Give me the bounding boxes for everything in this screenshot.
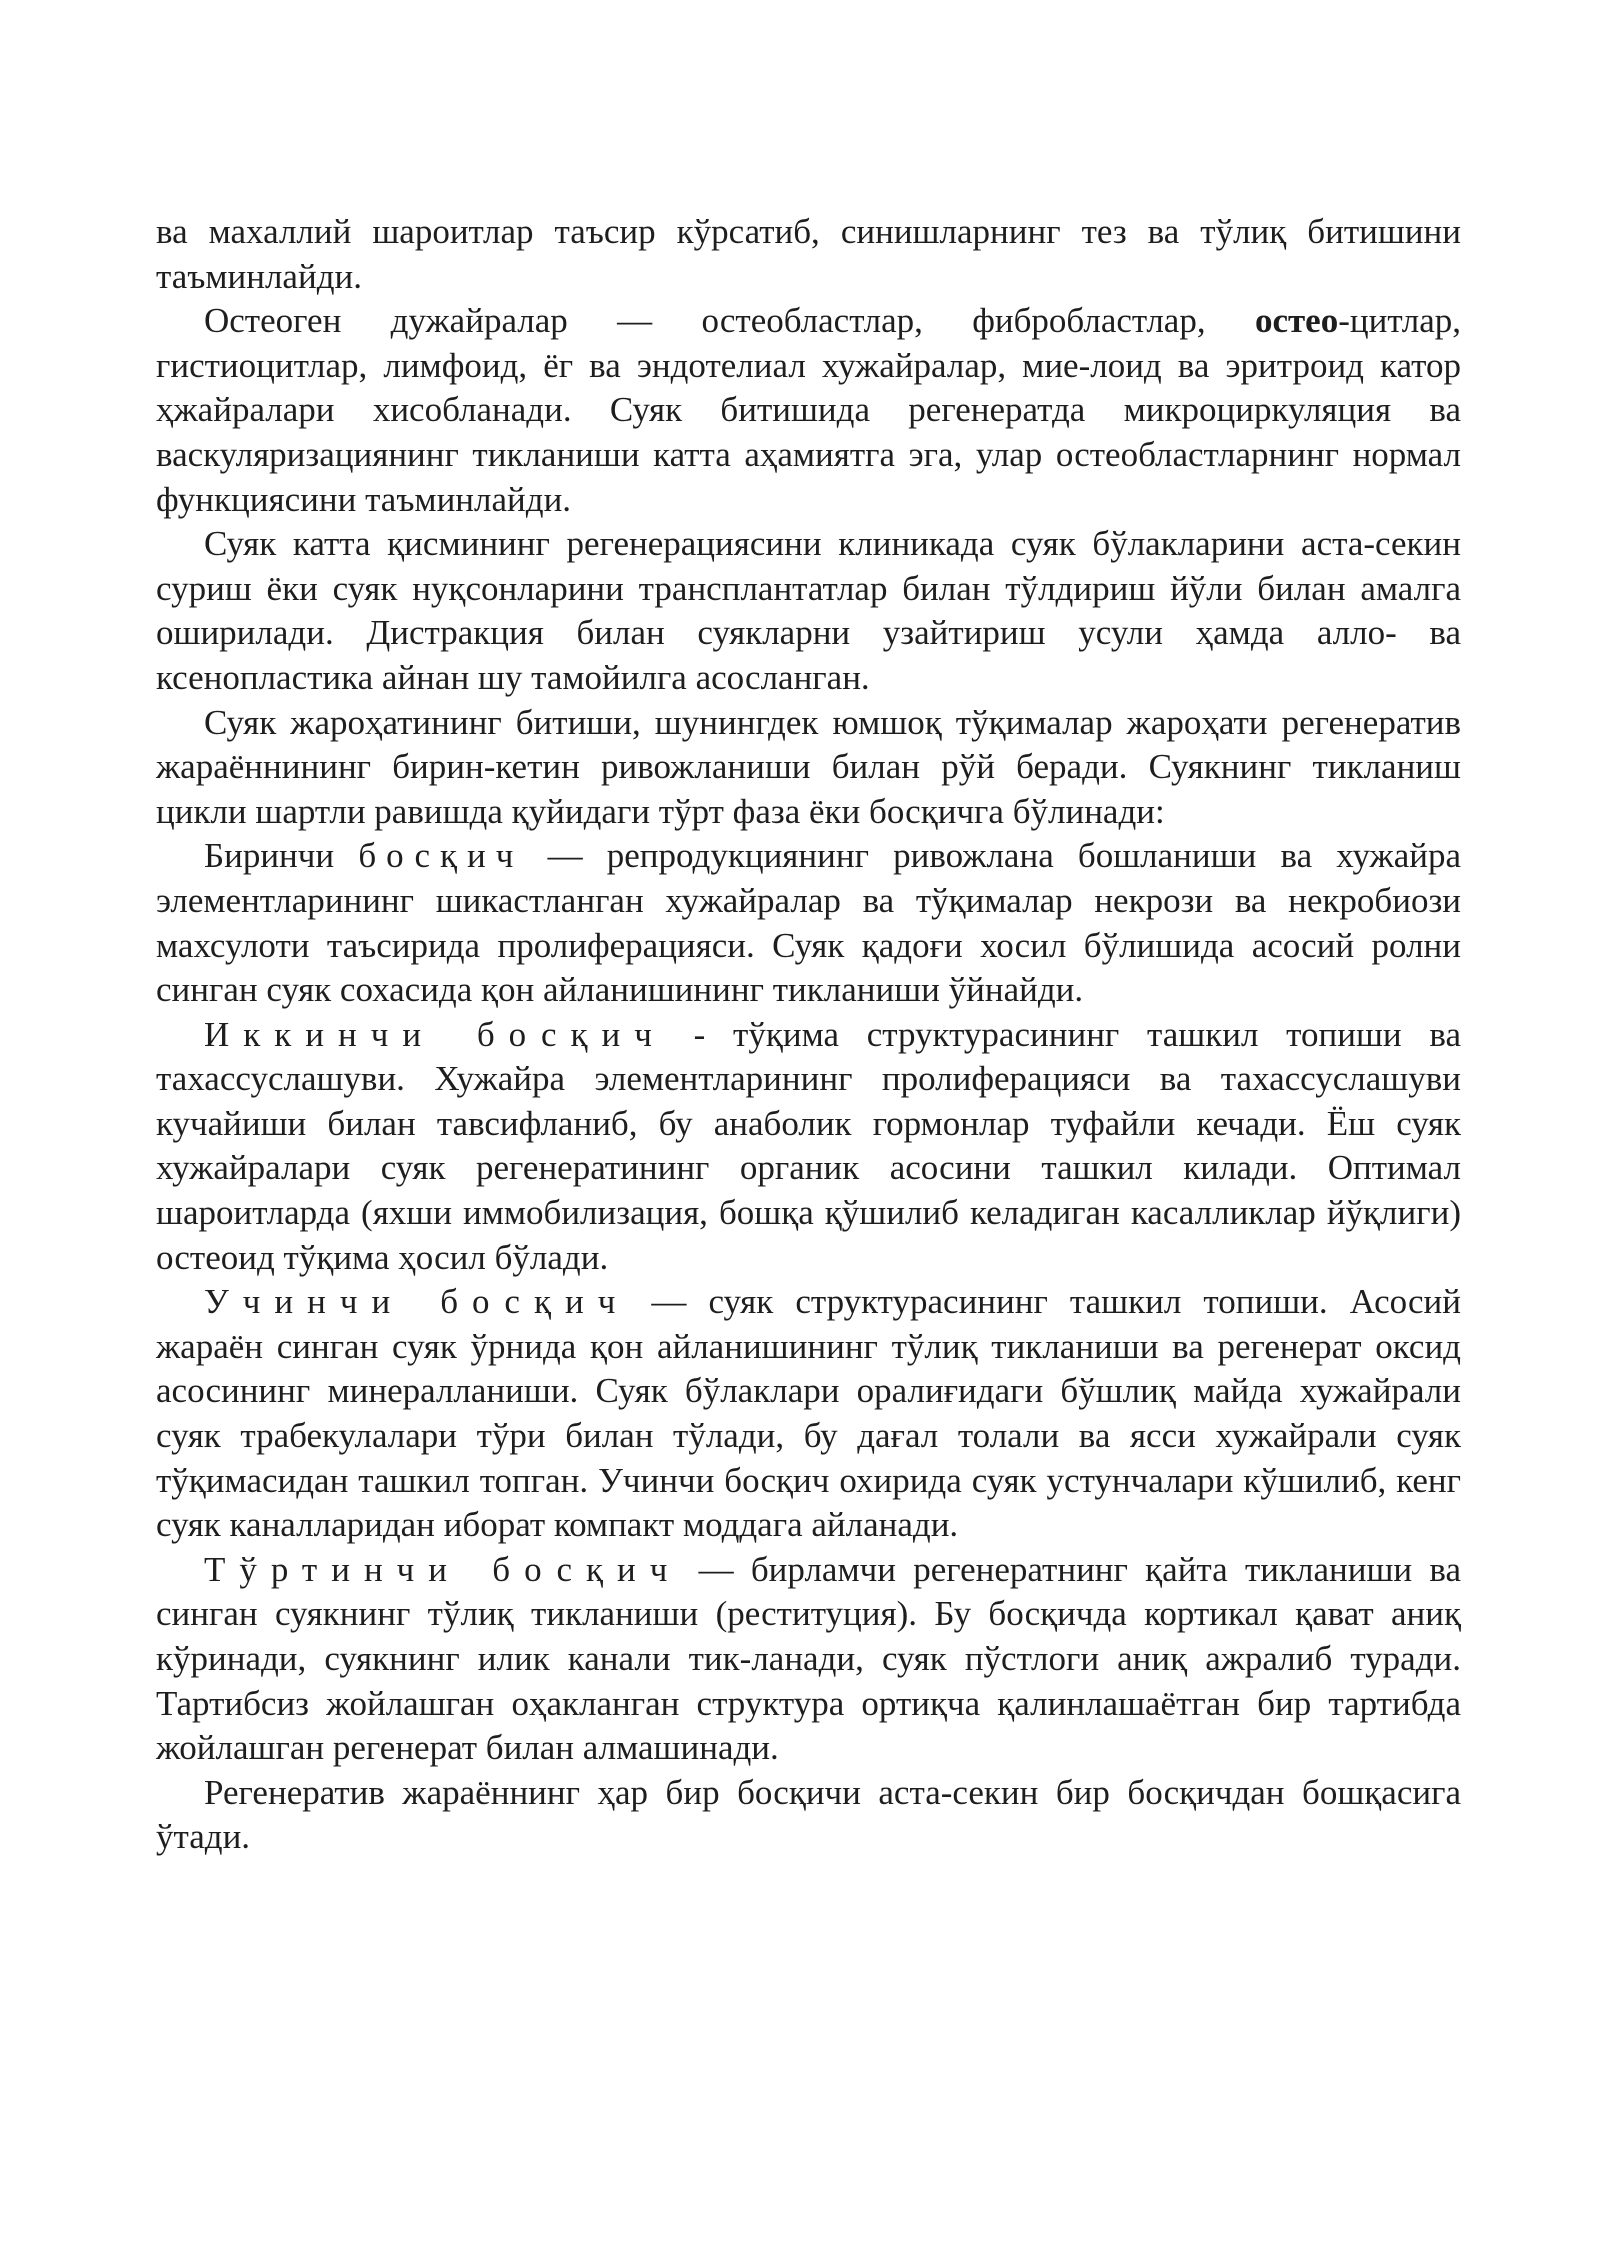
paragraph-stage-3 xyxy=(156,1280,1461,1548)
paragraph-text: Регенератив жараённинг ҳар бир босқичи аста-секин бир босқичдан бошқасига ўтади. xyxy=(156,1772,1461,1857)
paragraph-stage-4 xyxy=(156,1548,1461,1771)
paragraph-regeneration xyxy=(156,522,1461,700)
paragraph-stage-2 xyxy=(156,1013,1461,1281)
stage-heading: Тўртинчи босқич xyxy=(204,1549,682,1589)
paragraph-healing-phases xyxy=(156,701,1461,835)
stage-heading: Иккинчи босқич xyxy=(204,1014,666,1054)
paragraph-text: Суяк жароҳатининг битиши, шунингдек юмшоқ тўқималар жароҳати регенератив жараённининг бирин-кетин ривожланиши билан рўй беради. Суякнинг тикланиш цикли шартли равишда қуйидаги тўрт фаза ёки босқичга бўлинади: xyxy=(156,702,1461,831)
paragraph-continuation xyxy=(156,210,1461,299)
paragraph-stage-1 xyxy=(156,834,1461,1012)
paragraph-rest: — бирламчи регенератнинг қайта тикланиши ва синган суякнинг тўлиқ тикланиши (реституция). Бу босқичда кортикал қават аниқ кўринади, суякнинг илик канали тик-ланади, суяк пўстлоги аниқ ажралиб туради. Тартибсиз жойлашган оҳакланган структура ортиқча қалинлашаётган бир тартибда жойлашган регенерат билан алмашинади. xyxy=(156,1549,1461,1768)
paragraph-text: Суяк катта қисмининг регенерациясини клиникада суяк бўлакларини аста-секин суриш ёки суяк нуқсонларини трансплантатлар билан тўлдириш йўли билан амалга оширилади. Дистракция билан суякларни узайтириш усули ҳамда алло- ва ксенопластика айнан шу тамойилга асосланган. xyxy=(156,524,1461,697)
paragraph-rest: - тўқима структурасининг ташкил топиши ва тахассуслашуви. Хужайра элементларининг пролиферацияси ва тахассуслашуви кучайиши билан тавсифланиб, бу анаболик гормонлар туфайли кечади. Ёш суяк хужайралари суяк регенератининг органик асосини ташкил килади. Оптимал шароитларда (яхши иммобилизация, бошқа қўшилиб келадиган касалликлар йўқлиги) остеоид тўқима ҳосил бўлади. xyxy=(156,1014,1461,1277)
stage-heading: босқич xyxy=(358,836,524,876)
stage-heading: Учинчи босқич xyxy=(204,1282,630,1322)
paragraph-lead: Биринчи xyxy=(204,836,359,876)
bold-term: остео xyxy=(1254,301,1339,341)
paragraph-text: ва махаллий шароитлар таъсир кўрсатиб, синишларнинг тез ва тўлиқ битишини таъминлайди. xyxy=(156,212,1461,296)
paragraph-lead: Остеоген дужайралар — остеобластлар, фибробластлар, xyxy=(204,301,1255,341)
paragraph-rest: — суяк структурасининг ташкил топиши. Асосий жараён синган суяк ўрнида қон айланишининг тўлиқ тикланиши ва регенерат оксид асосининг минералланиши. Суяк бўлаклари оралиғидаги бўшлиқ майда хужайрали суяк трабекулалари тўри билан тўлади, бу дағал толали ва ясси хужайрали суяк тўқимасидан ташкил топган. Учинчи босқич охирида суяк устунчалари кўшилиб, кенг суяк каналларидан иборат компакт моддага айланади. xyxy=(156,1282,1462,1545)
body-text xyxy=(156,210,1461,1860)
paragraph-rest: -цитлар, гистиоцитлар, лимфоид, ёг ва эндотелиал хужайралар, мие-лоид ва эритроид катор ҳжайралари хисобланади. Суяк битишида регенератда микроциркуляция ва васкуляризациянинг тикланиши катта аҳамиятга эга, улар остеобластларнинг нормал функциясини таъминлайди. xyxy=(156,301,1461,519)
paragraph-conclusion xyxy=(156,1771,1461,1860)
paragraph-osteogenic-cells xyxy=(156,299,1461,522)
paragraph-rest: — репродукциянинг ривожлана бошланиши ва хужайра элементларининг шикастланган хужайралар ва тўқималар некрози ва некробиози махсулоти таъсирида пролиферацияси. Суяк қадоғи хосил бўлишида асосий ролни синган суяк сохасида қон айланишининг тикланиши ўйнайди. xyxy=(156,836,1461,1010)
